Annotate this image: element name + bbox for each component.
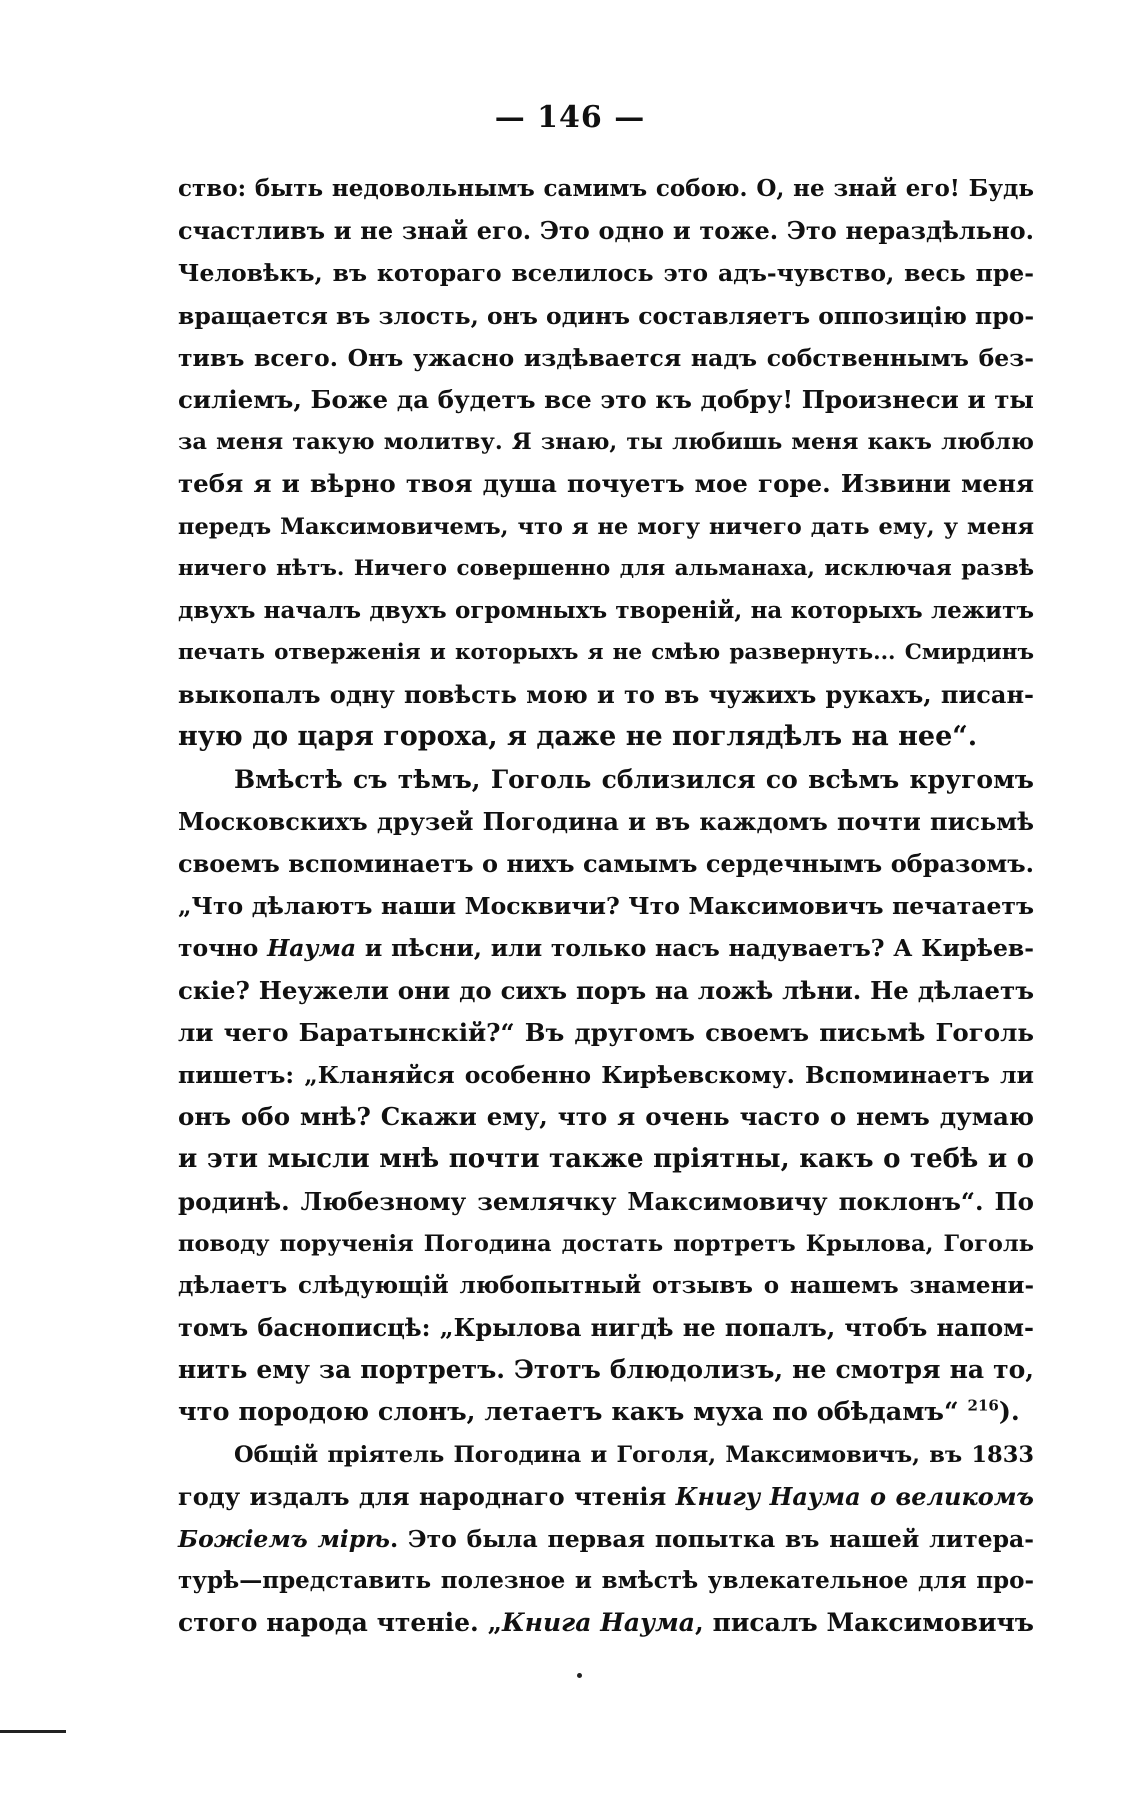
text-line (178, 843, 1034, 885)
text-line (178, 1181, 1034, 1223)
text-segment: ную до царя гороха, я даже не поглядѣлъ на нее“. (178, 721, 978, 753)
body-text (178, 168, 1034, 1645)
text-segment: вращается въ злость, онъ одинъ составляетъ оппозицію про- (178, 301, 1035, 330)
text-line (178, 168, 1034, 210)
text-segment: . Это была первая попытка въ нашей литера- (389, 1525, 1034, 1553)
text-line (178, 801, 1034, 843)
text-line (178, 1391, 1034, 1433)
scan-mark-dot (577, 1673, 582, 1678)
text-segment: ли чего Баратынскій?“ Въ другомъ своемъ письмѣ Гоголь (178, 1017, 1034, 1047)
text-line (178, 1307, 1034, 1349)
text-line (178, 1096, 1034, 1138)
text-segment: тебя я и вѣрно твоя душа почуетъ мое горе. Извини меня (178, 469, 1034, 499)
italic-text: Книга Наума (501, 1608, 695, 1638)
text-segment: счастливъ и не знай его. Это одно и тоже. Это нераздѣльно. (178, 216, 1034, 246)
text-line (178, 716, 1034, 758)
text-segment: Вмѣстѣ съ тѣмъ, Гоголь сблизился со всѣмъ кругомъ (234, 764, 1034, 794)
text-segment: ство: быть недовольнымъ самимъ собою. О, не знай его! Будь (178, 175, 1034, 202)
text-segment: Человѣкъ, въ котораго вселилось это адъ-чувство, весь пре- (178, 259, 1034, 288)
text-segment: силіемъ, Боже да будетъ все это къ добру! Произнеси и ты (178, 384, 1034, 414)
text-segment: тивъ всего. Онъ ужасно издѣвается надъ собственнымъ без- (178, 343, 1034, 372)
text-line (178, 421, 1034, 463)
text-segment: дѣлаетъ слѣдующій любопытный отзывъ о нашемъ знамени- (178, 1271, 1034, 1299)
italic-text: Книгу Наума о великомъ (675, 1481, 1035, 1511)
text-segment: , писалъ Максимовичъ (695, 1608, 1034, 1638)
text-segment: ничего нѣтъ. Ничего совершенно для альманаха, исключая развѣ (178, 555, 1034, 581)
text-segment: Московскихъ друзей Погодина и въ каждомъ почти письмѣ (178, 806, 1034, 836)
text-line (178, 759, 1034, 801)
text-segment: своемъ вспоминаетъ о нихъ самымъ сердечнымъ образомъ. (178, 849, 1034, 878)
text-line (178, 1560, 1034, 1602)
text-line (178, 970, 1034, 1012)
text-segment: турѣ—представить полезное и вмѣстѣ увлекательное для про- (178, 1567, 1034, 1595)
text-segment: скіе? Неужели они до сихъ поръ на ложѣ лѣни. Не дѣлаетъ (178, 975, 1034, 1005)
text-segment: году издалъ для народнаго чтенія (178, 1481, 676, 1511)
footnote-ref: 216 (967, 1396, 999, 1415)
text-line (178, 885, 1034, 927)
text-segment: Общій пріятель Погодина и Гоголя, Максимовичъ, въ 1833 (234, 1441, 1034, 1468)
text-line (178, 463, 1034, 505)
text-line (178, 1223, 1034, 1265)
text-line (178, 506, 1034, 548)
text-line (178, 295, 1034, 337)
text-segment: нить ему за портретъ. Этотъ блюдолизъ, не смотря на то, (178, 1355, 1034, 1385)
text-line (178, 1138, 1034, 1180)
text-line (178, 927, 1034, 969)
text-segment: „Что дѣлаютъ наши Москвичи? Что Максимовичъ печатаетъ (178, 892, 1034, 921)
text-line (178, 590, 1034, 632)
text-line (178, 1265, 1034, 1307)
text-line (178, 1054, 1034, 1096)
text-line (178, 1518, 1034, 1560)
text-line (178, 1434, 1034, 1476)
text-line (178, 1012, 1034, 1054)
text-segment: печать отверженія и которыхъ я не смѣю развернуть... Смирдинъ (178, 640, 1034, 666)
text-segment: двухъ началъ двухъ огромныхъ твореній, на которыхъ лежитъ (178, 596, 1034, 624)
italic-text: Наума (267, 934, 357, 963)
text-segment: стого народа чтеніе. „ (178, 1608, 502, 1638)
text-segment: ). (998, 1397, 1020, 1428)
text-segment: и пѣсни, или только насъ надуваетъ? А Кирѣев- (356, 934, 1035, 963)
text-segment: точно (178, 934, 268, 963)
text-segment: поводу порученія Погодина достать портретъ Крылова, Гоголь (178, 1230, 1034, 1257)
text-line (178, 632, 1034, 674)
text-segment: онъ обо мнѣ? Скажи ему, что я очень часто о немъ думаю (178, 1102, 1034, 1132)
text-line (178, 337, 1034, 379)
text-line (178, 1476, 1034, 1518)
text-line (178, 252, 1034, 294)
page-number: — 146 — (494, 100, 646, 135)
text-line (178, 379, 1034, 421)
text-segment: передъ Максимовичемъ, что я не могу ничего дать ему, у меня (178, 513, 1034, 540)
text-line (178, 210, 1034, 252)
text-segment: пишетъ: „Кланяйся особенно Кирѣевскому. Вспоминаетъ ли (178, 1060, 1034, 1089)
text-line (178, 1602, 1034, 1644)
text-segment: что породою слонъ, летаетъ какъ муха по обѣдамъ“ (178, 1397, 968, 1428)
text-segment: родинѣ. Любезному землячку Максимовичу поклонъ“. По (178, 1186, 1034, 1216)
text-line (178, 674, 1034, 716)
text-segment: томъ баснописцѣ: „Крылова нигдѣ не попалъ, чтобъ напом- (178, 1313, 1034, 1343)
text-segment: выкопалъ одну повѣсть мою и то въ чужихъ рукахъ, писан- (178, 680, 1034, 710)
text-segment: и эти мысли мнѣ почти также пріятны, какъ о тебѣ и о (178, 1144, 1034, 1175)
text-segment: за меня такую молитву. Я знаю, ты любишь меня какъ люблю (178, 429, 1034, 456)
scan-mark-edge (0, 1730, 66, 1733)
italic-text: Божіемъ мірѣ (178, 1525, 390, 1553)
text-line (178, 1349, 1034, 1391)
text-line (178, 548, 1034, 590)
